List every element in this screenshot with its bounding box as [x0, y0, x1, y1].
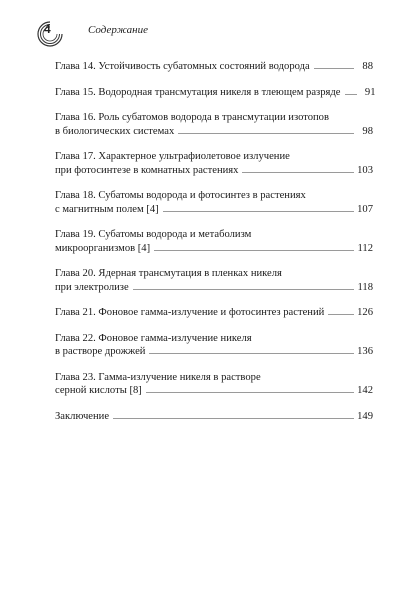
toc-entry-title: в биологических системах	[55, 125, 175, 137]
toc-entry-line	[55, 164, 373, 178]
leader-line	[163, 211, 354, 212]
toc-entry-line	[55, 267, 373, 281]
leader-line	[146, 392, 354, 393]
toc-entry-title: Глава 14. Устойчивость субатомных состояний водорода	[55, 61, 310, 72]
toc-entry	[55, 410, 373, 424]
toc-entry	[55, 86, 376, 100]
toc-entry-line	[55, 228, 373, 242]
toc-entry-line	[55, 86, 376, 100]
leader-line	[314, 68, 354, 69]
leader-line	[345, 94, 357, 95]
toc-page-number: 98	[362, 125, 373, 137]
toc-entry-title: Глава 17. Характерное ультрафиолетовое излучение	[55, 151, 290, 162]
toc-entry-title: Глава 18. Субатомы водорода и фотосинтез в растениях	[55, 190, 306, 201]
leader-line	[328, 314, 354, 315]
toc-entry	[55, 228, 373, 255]
running-title: Содержание	[88, 24, 149, 36]
toc-entry-line	[55, 332, 373, 346]
toc-page-number: 88	[362, 61, 373, 72]
toc-entry-line	[55, 125, 373, 139]
leader-line	[149, 353, 354, 354]
toc-page-number: 118	[357, 281, 373, 293]
page-number: 4	[44, 22, 51, 36]
toc-entry-title: серной кислоты [8]	[55, 385, 142, 396]
toc-page-number: 149	[357, 410, 373, 422]
page-header	[36, 20, 366, 48]
toc-entry	[55, 189, 373, 216]
toc-page-number: 136	[357, 346, 373, 357]
toc-entry-line	[55, 281, 373, 295]
toc-entry-title: Глава 21. Фоновое гамма-излучение и фотосинтез растений	[55, 307, 325, 318]
toc-entry-line	[55, 306, 373, 320]
toc-page-number: 91	[364, 86, 376, 98]
toc-entry-line	[55, 384, 373, 398]
toc-entry	[55, 60, 373, 74]
toc-entry	[55, 150, 373, 177]
toc-entry	[55, 371, 373, 398]
toc-entry-line	[55, 150, 373, 164]
toc-page-number: 142	[357, 385, 373, 396]
toc-entry-title: в растворе дрожжей	[55, 346, 146, 357]
leader-line	[133, 289, 354, 290]
toc-entry	[55, 332, 373, 359]
toc-entry-title: при фотосинтезе в комнатных растениях	[55, 164, 239, 176]
toc-entry	[55, 111, 373, 138]
toc-entry-line	[55, 345, 373, 359]
toc-entry-line	[55, 242, 373, 256]
leader-line	[154, 250, 354, 251]
toc-entry-line	[55, 203, 373, 217]
toc-entry-line	[55, 410, 373, 424]
toc-entry-title: Глава 23. Гамма-излучение никеля в растворе	[55, 371, 261, 383]
toc-entry-line	[55, 189, 373, 203]
toc-entry-title: Заключение	[55, 410, 110, 422]
toc-page-number: 112	[357, 242, 373, 254]
toc-page-number: 107	[357, 203, 373, 215]
toc-entry-line	[55, 60, 373, 74]
toc-entry-title: микроорганизмов [4]	[55, 242, 151, 254]
toc-entry-line	[55, 111, 373, 125]
table-of-contents	[55, 60, 376, 435]
toc-entry-title: Глава 22. Фоновое гамма-излучение никеля	[55, 332, 252, 344]
toc-page-number: 103	[357, 164, 373, 176]
leader-line	[242, 172, 354, 173]
toc-entry-title: Глава 19. Субатомы водорода и метаболизм	[55, 229, 252, 240]
toc-entry-line	[55, 371, 373, 385]
toc-entry-title: Глава 15. Водородная трансмутация никеля в тлеющем разряде	[55, 86, 341, 98]
toc-entry-title: Глава 16. Роль субатомов водорода в трансмутации изотопов	[55, 112, 329, 123]
leader-line	[178, 133, 354, 134]
toc-entry	[55, 267, 373, 294]
toc-entry-title: при электролизе	[55, 281, 129, 293]
leader-line	[113, 418, 354, 419]
toc-entry-title: с магнитным полем [4]	[55, 203, 159, 215]
toc-entry	[55, 306, 373, 320]
toc-entry-title: Глава 20. Ядерная трансмутация в пленках никеля	[55, 268, 282, 279]
toc-page-number: 126	[357, 307, 373, 318]
